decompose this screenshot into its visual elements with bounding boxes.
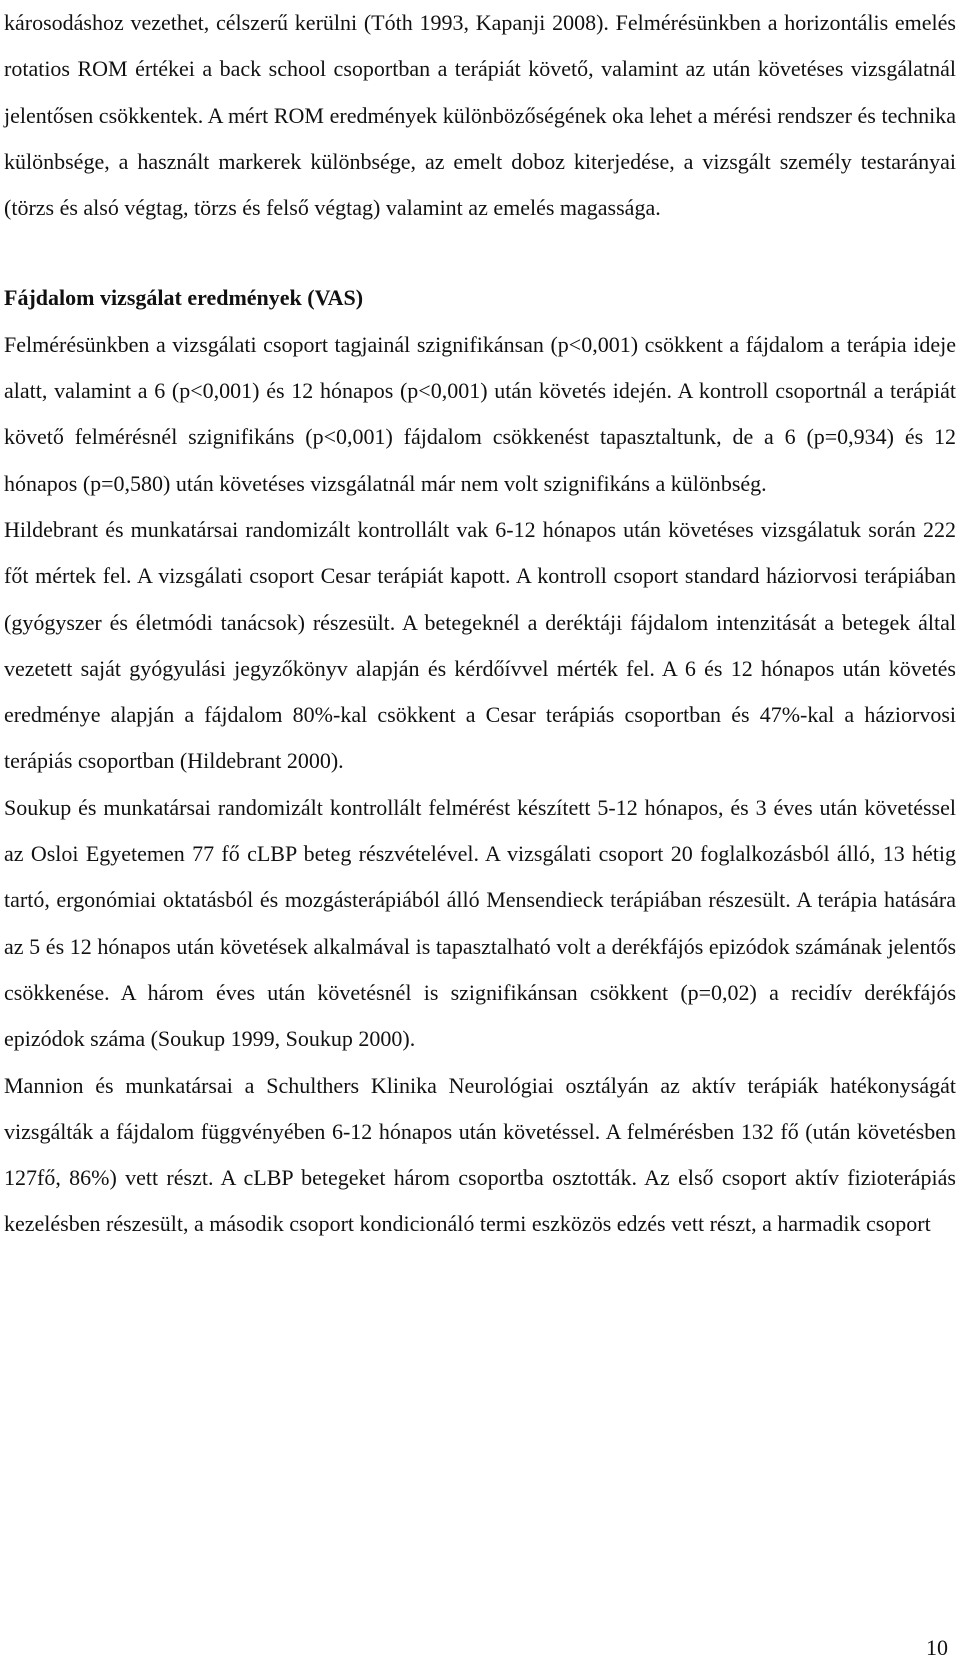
paragraph-rom-results: károsodáshoz vezethet, célszerű kerülni (Tóth 1993, Kapanji 2008). Felmérésünkben a horizontális emelés rotatios ROM értékei a back school csoportban a terápiát követő, valamint az után követéses vizsgálatnál jelentősen csökkentek. A mért ROM eredmények különbözőségének oka lehet a mérési rendszer és technika különbsége, a használt markerek különbsége, az emelt doboz kiterjedése, a vizsgált személy testarányai (törzs és alsó végtag, törzs és felső végtag) valamint az emelés magassága. xyxy=(4,10,956,221)
paragraph-spacer xyxy=(4,231,956,275)
paragraph-soukup: Soukup és munkatársai randomizált kontrollált felmérést készített 5-12 hónapos, és 3 éves után követéssel az Osloi Egyetemen 77 fő cLBP beteg részvételével. A vizsgálati csoport 20 foglalkozásból álló, 13 hétig tartó, ergonómiai oktatásból és mozgásterápiából álló Mensendieck terápiában részesült. A terápia hatására az 5 és 12 hónapos után követések alkalmával is tapasztalható volt a derékfájós epizódok számának jelentős csökkenése. A három éves után követésnél is szignifikánsan csökkent (p=0,02) a recidív derékfájós epizódok száma (Soukup 1999, Soukup 2000). xyxy=(4,794,956,1052)
paragraph-vas-results: Felmérésünkben a vizsgálati csoport tagjainál szignifikánsan (p<0,001) csökkent a fájdalom a terápia ideje alatt, valamint a 6 (p<0,001) és 12 hónapos (p<0,001) után követés idején. A kontroll csoportnál a terápiát követő felmérésnél szignifikáns (p<0,001) fájdalom csökkenést tapasztaltunk, de a 6 (p=0,934) és 12 hónapos (p=0,580) után követéses vizsgálatnál már nem volt szignifikáns a különbség. xyxy=(4,331,956,496)
section-heading-vas: Fájdalom vizsgálat eredmények (VAS) xyxy=(4,285,364,311)
document-body xyxy=(4,0,956,1248)
paragraph-mannion: Mannion és munkatársai a Schulthers Klinika Neurológiai osztályán az aktív terápiák hatékonyságát vizsgálták a fájdalom függvényében 6-12 hónapos után követéssel. A felmérésben 132 fő (után követésben 127fő, 86%) vett részt. A cLBP betegeket három csoportba osztották. Az első csoport aktív fizioterápiás kezelésben részesült, a második csoport kondicionáló termi eszközös edzés vett részt, a harmadik csoport xyxy=(4,1072,956,1237)
paragraph-hildebrant: Hildebrant és munkatársai randomizált kontrollált vak 6-12 hónapos után követéses vizsgálatuk során 222 főt mértek fel. A vizsgálati csoport Cesar terápiát kapott. A kontroll csoport standard háziorvosi terápiában (gyógyszer és életmódi tanácsok) részesült. A betegeknél a deréktáji fájdalom intenzitását a betegek által vezetett saját gyógyulási jegyzőkönyv alapján és kérdőívvel mérték fel. A 6 és 12 hónapos után követés eredménye alapján a fájdalom 80%-kal csökkent a Cesar terápiás csoportban és 47%-kal a háziorvosi terápiás csoportban (Hildebrant 2000). xyxy=(4,516,956,774)
page-number: 10 xyxy=(926,1635,948,1660)
